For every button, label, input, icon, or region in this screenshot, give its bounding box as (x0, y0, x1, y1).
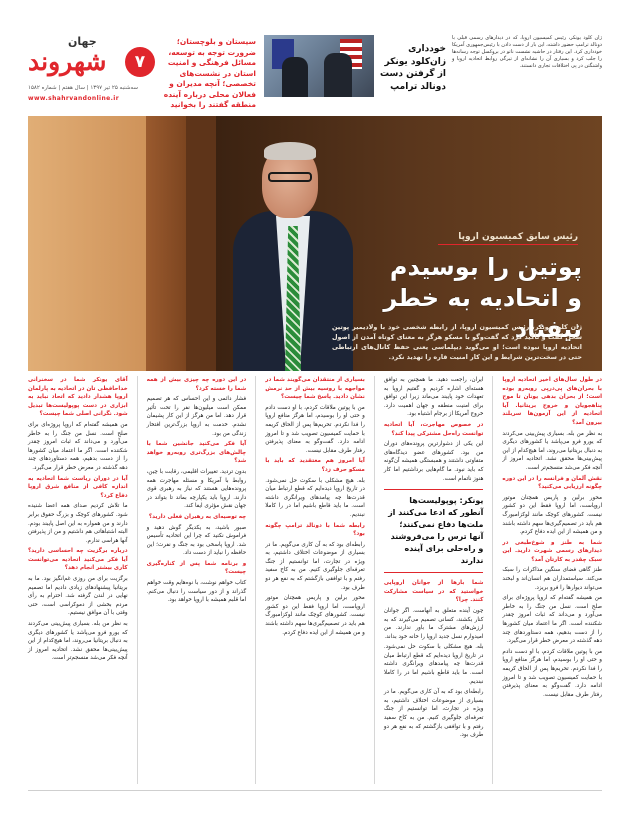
portrait-hair (264, 142, 316, 160)
paragraph: کتاب خواهم نوشت، با نوه‌هایم وقت خواهم گذراند و از دور سیاست را دنبال می‌کنم. اما قلبم همیشه با اروپا خواهد بود. (146, 580, 247, 604)
paragraph: بله. هیچ مشکلی با سکوت حل نمی‌شود. در تاریخ اروپا دیده‌ایم که قطع ارتباط میان قدرت‌ها چه پیامدهای ویرانگری داشته است. ما باید قاطع باشیم اما در را کاملا نبندیم. (383, 644, 484, 685)
paragraph: چون آینده متعلق به آنهاست. اگر جوانان کنار بکشند، کسانی تصمیم می‌گیرند که به ارزش‌های مشترک ما باور ندارند. من امیدوارم نسل جدید اروپا را خانه خود بداند. (383, 607, 484, 640)
promo-text[interactable]: سیستان و بلوچستان؛ ضرورت توجه به توسعه، مسائل فرهنگی و امنیت استان در نشست‌های تخصصی؛ آنچه مدیران و فعالان محلی درباره آینده منطقه گفتند را بخوانید (163, 37, 256, 109)
question: شما به طنز و شوخ‌طبعی در دیدارهای رسمی شهرت دارید. این سبک چقدر به کارتان آمد؟ (502, 539, 602, 563)
door-frame (186, 116, 216, 371)
headline-line-2: و اتحادیه به خطر نیفتاد (383, 284, 582, 343)
question: درباره برگزیت چه احساسی دارید؟ آیا فکر می‌کنید اتحادیه می‌توانست کاری بیشتر انجام دهد؟ (28, 548, 128, 572)
question: بسیاری از منتقدان می‌گویند شما در مواجهه با روسیه بیش از حد نرمش نشان دادید. پاسخ شما چیست؟ (265, 377, 365, 401)
section-label: جهان (68, 35, 97, 48)
column-divider (374, 376, 375, 784)
question: شما بارها از جوانان اروپایی خواستید که در سیاست مشارکت کنند. چرا؟ (383, 580, 484, 604)
teaser-photo[interactable] (264, 35, 374, 97)
column-divider (492, 376, 493, 784)
page-number-badge: ۷ (125, 47, 155, 77)
paragraph: این یکی از دشوارترین پرونده‌های دوران من بود. کشورهای عضو دیدگاه‌های متفاوتی داشتند و همبستگی همیشه آن‌گونه که باید نبود. ما گام‌هایی برداشتیم اما کار هنوز ناتمام است. (383, 441, 484, 482)
teaser-figure-right (324, 53, 352, 97)
issue-line: سه‌شنبه ۲۵ تیر ۱۳۹۷ | سال هفتم | شماره ۱۵۸۲ (28, 85, 138, 91)
column-divider (137, 376, 138, 784)
paragraph: رابطه‌ای بود که به آن کاری می‌گویم. ما در بسیاری از موضوعات اختلاف داشتیم، به ویژه در تجارت، اما توانستیم از جنگ تعرفه‌ای جلوگیری کنیم. من به کاخ سفید رفتم و با توافقی بازگشتم که به نفع هر دو طرف بود. (383, 689, 484, 739)
paragraph: من همیشه گفته‌ام که اروپا پروژه‌ای برای صلح است. نسل من جنگ را به خاطر می‌آورد و می‌داند که ثبات امروز چقدر شکننده است. اگر ما اعتماد میان کشورها را از دست بدهیم، همه دستاوردهای چند دهه گذشته در معرض خطر قرار می‌گیرد. (28, 421, 128, 471)
teaser-figure-left (282, 57, 308, 97)
paragraph: من همیشه گفته‌ام که اروپا پروژه‌ای برای صلح است. نسل من جنگ را به خاطر می‌آورد و می‌داند که ثبات امروز چقدر شکننده است. اگر ما اعتماد میان کشورها را از دست بدهیم، همه دستاوردهای چند دهه گذشته در معرض خطر قرار می‌گیرد. (502, 595, 602, 645)
question: آیا فکر می‌کنید جانشین شما با چالش‌های بزرگ‌تری روبه‌رو خواهد شد؟ (146, 441, 247, 465)
brand-block (28, 35, 158, 107)
paragraph: طنز گاهی فضای سنگین مذاکرات را سبک می‌کند. سیاستمداران هم انسان‌اند و لبخند می‌تواند دیوارها را فرو بریزد. (502, 567, 602, 591)
article-lead: ژان کلود یونکر، رئیس کمیسیون اروپا، از رابطه شخصی خود با ولادیمیر پوتین سخن گفت و تأکید کرد که گفت‌وگو با مسکو هرگز به معنای کوتاه آمدن از اصول اتحادیه اروپا نبوده است؛ او می‌گوید دیپلماسی یعنی حفظ کانال‌های ارتباطی حتی در سخت‌ترین شرایط و این کار امنیت قاره را تهدید نکرد. (332, 323, 582, 361)
paragraph: ما تلاش کردیم صدای همه اعضا شنیده شود. کشورهای کوچک و بزرگ حقوق برابر دارند و من همواره به این اصل پایبند بودم. البته اشتباهاتی هم داشتیم و من از پذیرفتن آنها هراسی ندارم. (28, 503, 128, 544)
question: در طول سال‌های اخیر اتحادیه اروپا با بحران‌های پی‌درپی روبه‌رو بوده است؛ از بحران بدهی یونان تا موج پناهجویان و خروج بریتانیا. آیا اتحادیه از این آزمون‌ها سربلند بیرون آمد؟ (502, 377, 602, 426)
brand-logo: شهروند (28, 47, 107, 76)
paragraph: بله. هیچ مشکلی با سکوت حل نمی‌شود. در تاریخ اروپا دیده‌ایم که قطع ارتباط میان قدرت‌ها چه پیامدهای ویرانگری داشته است. ما باید قاطع باشیم اما در را کاملا نبندیم. (265, 477, 365, 518)
paragraph: ایران، راجعت دهید. ما همچنین به توافق هسته‌ای اشاره کردیم و گفتیم اروپا به تعهدات خود پایبند می‌ماند زیرا این توافق برای امنیت منطقه و جهان اهمیت دارد. خروج آمریکا از برجام اشتباه بود. (383, 377, 484, 418)
question: آقای یونکر شما در سخنرانی خداحافظی تان در اتحادیه به پارلمان اروپا هشدار دادید که اتحاد نباید به ابزاری در دست پوپولیست‌ها تبدیل شود. نگرانی اصلی شما چیست؟ (28, 377, 128, 418)
paragraph: محور برلین و پاریس همچنان موتور اروپاست، اما اروپا فقط این دو کشور نیست. کشورهای کوچک مانند لوکزامبورگ هم باید در تصمیم‌گیری‌ها سهم داشته باشند و من همیشه از این ایده دفاع کردم. (265, 595, 365, 636)
paragraph: برگزیت برای من روزی غم‌انگیز بود. ما به بریتانیا پیشنهادهای زیادی دادیم اما تصمیم نهایی در لندن گرفته شد. احترام به رأی مردم بخشی از دموکراسی است، حتی وقتی با آن موافق نیستیم. (28, 576, 128, 617)
headline-line-1: پوتین را بوسیدم (389, 253, 582, 281)
column-1 (502, 376, 602, 784)
article-body (28, 376, 602, 784)
masthead (28, 35, 602, 107)
paragraph: رابطه‌ای بود که به آن کاری می‌گویم. ما در بسیاری از موضوعات اختلاف داشتیم، به ویژه در تجارت، اما توانستیم از جنگ تعرفه‌ای جلوگیری کنیم. من به کاخ سفید رفتم و با توافقی بازگشتم که به نفع هر دو طرف بود. (265, 541, 365, 591)
wood-panel (28, 116, 146, 371)
article-kicker: رئیس سابق کمیسیون اروپا (458, 232, 578, 242)
paragraph: صبور باشید، به یکدیگر گوش دهید و فراموش نکنید که چرا این اتحادیه تأسیس شد. اروپا پاسخی بود به جنگ و نفرت؛ این حافظه را نباید از دست داد. (146, 524, 247, 557)
question: آیا در دوران ریاست شما اتحادیه به اندازه کافی از منافع شرق اروپا دفاع کرد؟ (28, 475, 128, 499)
paragraph: من با پوتین ملاقات کردم، با او دست دادم و حتی او را بوسیدم، اما هرگز منافع اروپا را فدا نکردم. تحریم‌ها پس از الحاق کریمه با حمایت کمیسیون تصویب شد و تا امروز ادامه دارد. گفت‌وگو به معنای پذیرفتن رفتار طرف مقابل نیست. (502, 648, 602, 698)
question: رابطه شما با دونالد ترامپ چگونه بود؟ (265, 522, 365, 538)
column-4 (147, 376, 247, 784)
paragraph: محور برلین و پاریس همچنان موتور اروپاست، اما اروپا فقط این دو کشور نیست. کشورهای کوچک مانند لوکزامبورگ هم باید در تصمیم‌گیری‌ها سهم داشته باشند و من همیشه از این ایده دفاع کردم. (502, 494, 602, 536)
footer-rule (28, 790, 602, 791)
question: در خصوص مهاجرت، آیا اتحادیه توانست راه‌حل مشترکی پیدا کند؟ (383, 421, 484, 437)
teaser-headline[interactable]: خودداری زان‌کلود یونکر از گرفتن دست دونالد ترامپ (379, 44, 446, 92)
paragraph: بدون تردید. تغییرات اقلیمی، رقابت با چین، روابط با آمریکا و مسئله مهاجرت همه پرونده‌هایی هستند که نیاز به رهبری قوی دارند. اروپا باید یکپارچه بماند تا بتواند در جهان نقش مؤثری ایفا کند. (146, 468, 247, 510)
wood-panel-shadow (146, 116, 186, 371)
paragraph: به نظر من بله. بسیاری پیش‌بینی می‌کردند که یورو فرو می‌پاشد یا کشورهای دیگری به دنبال بریتانیا می‌روند، اما هیچ‌کدام از این پیش‌بینی‌ها محقق نشد. اتحادیه امروز از آنچه فکر می‌شد منسجم‌تر است. (28, 621, 128, 662)
website-link[interactable]: www.shahrvandonline.ir (28, 95, 120, 102)
question: و برنامه شما پس از کناره‌گیری چیست؟ (146, 560, 247, 576)
pull-quote: یونکر: پوپولیست‌ها آنطور که ادعا می‌کنند از ملت‌ها دفاع نمی‌کنند؛ آنها ترس را می‌فروشند و راه‌حلی برای آینده ندارند (384, 489, 484, 573)
column-divider (255, 376, 256, 784)
column-2 (384, 376, 484, 784)
paragraph: فشار دائمی و این احساس که هر تصمیم ممکن است میلیون‌ها نفر را تحت تأثیر قرار دهد. اما من هرگز از این کار پشیمان نشدم. خدمت به اروپا بزرگ‌ترین افتخار زندگی من بود. (146, 396, 247, 437)
question: آیا امروز هم معتقدید که باید با مسکو حرف زد؟ (265, 458, 365, 473)
paragraph: من با پوتین ملاقات کردم، با او دست دادم و حتی او را بوسیدم، اما هرگز منافع اروپا را فدا نکردم. تحریم‌ها پس از الحاق کریمه با حمایت کمیسیون تصویب شد و تا امروز ادامه دارد. گفت‌وگو به معنای پذیرفتن رفتار طرف مقابل نیست. (265, 404, 365, 454)
paragraph: به نظر من بله. بسیاری پیش‌بینی می‌کردند که یورو فرو می‌پاشد یا کشورهای دیگری به دنبال بریتانیا می‌روند، اما هیچ‌کدام از این پیش‌بینی‌ها محقق نشد. اتحادیه امروز از آنچه فکر می‌شد منسجم‌تر است. (502, 430, 602, 471)
teaser-text: ژان کلود یونکر، رئیس کمیسیون اروپا، که در دیدارهای رسمی قبلی با دونالد ترامپ حضور داشته، این بار از دست دادن با رئیس‌جمهوری آمریکا خودداری کرد. این رفتار در حاشیه نشست ناتو در بروکسل توجه رسانه‌ها را جلب کرد و بسیاری آن را نشانه‌ای از تیرگی روابط اتحادیه اروپا و واشنگتن در پی اختلافات تجاری دانستند. (452, 35, 602, 69)
question: در این دوره چه چیزی بیش از همه شما را خسته کرد؟ (146, 377, 247, 392)
column-5 (28, 376, 128, 784)
portrait-glasses (268, 172, 312, 182)
question: نقش آلمان و فرانسه را در این دوره چگونه ارزیابی می‌کنید؟ (502, 475, 602, 491)
kicker-rule (438, 244, 578, 245)
column-3 (265, 376, 365, 784)
question: چه توصیه‌ای به رهبران فعلی دارید؟ (148, 513, 247, 520)
